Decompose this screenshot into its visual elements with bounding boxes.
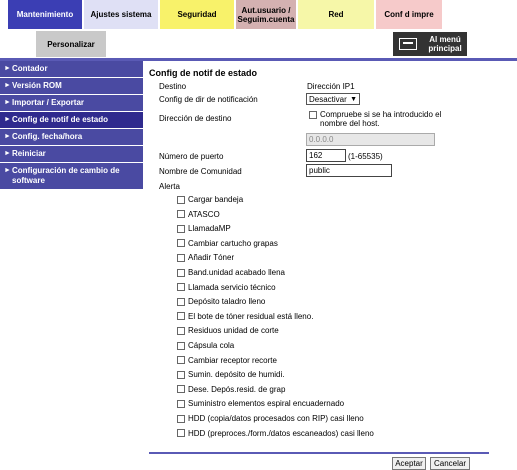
alert-item: [177, 195, 243, 204]
alert-item: [177, 429, 374, 438]
alert-item: [177, 224, 231, 233]
dir-dest-label: Dirección de destino: [159, 114, 232, 123]
alert-checkbox[interactable]: [177, 196, 185, 204]
arrow-right-icon: ►: [4, 99, 11, 106]
community-input[interactable]: public: [306, 164, 392, 177]
alert-checkbox[interactable]: [177, 254, 185, 262]
alert-item-label: Añadir Tóner: [188, 253, 235, 263]
tab-aut-usuario[interactable]: Aut.usuario / Seguim.cuenta: [236, 0, 296, 29]
footer-divider: [149, 452, 489, 454]
sidebar-item-label: Configuración de cambio de software: [12, 166, 120, 185]
arrow-right-icon: ►: [4, 150, 11, 157]
alert-checkbox[interactable]: [177, 210, 185, 218]
alert-checkbox[interactable]: [177, 283, 185, 291]
destino-value: Dirección IP1: [307, 82, 355, 91]
tab-personalizar[interactable]: Personalizar: [36, 31, 106, 57]
sidebar-item-importar-exportar[interactable]: [0, 95, 143, 112]
port-label: Número de puerto: [159, 152, 224, 161]
alert-item-label: El bote de tóner residual está lleno.: [188, 311, 314, 321]
alert-checkbox[interactable]: [177, 356, 185, 364]
alert-item: [177, 253, 234, 262]
alert-checkbox[interactable]: [177, 385, 185, 393]
alert-checkbox[interactable]: [177, 429, 185, 437]
alert-item: [177, 268, 285, 277]
alert-checkbox[interactable]: [177, 225, 185, 233]
alert-item-label: Llamada servicio técnico: [188, 282, 276, 292]
sidebar-item-label: Config de notif de estado: [12, 115, 108, 124]
alert-checkbox[interactable]: [177, 239, 185, 247]
top-tabs: [0, 0, 517, 29]
alert-label: Alerta: [159, 182, 180, 191]
sidebar-item-fecha-hora[interactable]: [0, 129, 143, 146]
alert-item: [177, 370, 285, 379]
alert-checkbox[interactable]: [177, 298, 185, 306]
page-title: Config de notif de estado: [149, 68, 257, 78]
sidebar-item-label: Contador: [12, 64, 48, 73]
sidebar-item-label: Config. fecha/hora: [12, 132, 83, 141]
alert-item: [177, 399, 344, 408]
dir-notif-select[interactable]: [306, 93, 360, 105]
ip-address-input[interactable]: 0.0.0.0: [306, 133, 435, 146]
home-icon: [399, 38, 417, 50]
arrow-right-icon: ►: [4, 133, 11, 140]
alert-item-label: Residuos unidad de corte: [188, 326, 279, 336]
alert-checkbox[interactable]: [177, 342, 185, 350]
alert-item-label: Cambiar receptor recorte: [188, 355, 277, 365]
alert-item: [177, 414, 364, 423]
alert-item-label: Suministro elementos espiral encuadernado: [188, 399, 345, 409]
tab-ajustes-sistema[interactable]: Ajustes sistema: [84, 0, 158, 29]
arrow-right-icon: ►: [4, 65, 11, 72]
dir-notif-label: Config de dir de notificación: [159, 95, 258, 104]
main-menu-label: Al menú principal: [428, 35, 462, 53]
alert-item: [177, 326, 279, 335]
alert-item-label: Cambiar cartucho grapas: [188, 238, 278, 248]
tab-red[interactable]: Red: [298, 0, 374, 29]
arrow-right-icon: ►: [4, 82, 11, 89]
alert-item-label: Cargar bandeja: [188, 195, 244, 204]
alert-item: [177, 239, 278, 248]
alert-item-label: HDD (copia/datos procesados con RIP) casi lleno: [188, 414, 364, 423]
alert-item-label: Band.unidad acabado llena: [188, 268, 285, 277]
alert-item: [177, 297, 265, 306]
alert-item-label: Dese. Depós.resid. de grap: [188, 384, 286, 394]
sidebar-item-label: Reiniciar: [12, 149, 46, 158]
alert-checkbox[interactable]: [177, 415, 185, 423]
sidebar-item-label: Importar / Exportar: [12, 98, 85, 107]
destino-label: Destino: [159, 82, 187, 91]
sidebar-item-config-notif[interactable]: [0, 112, 143, 129]
alert-item-label: LlamadaMP: [188, 224, 231, 234]
tab-conf-impre[interactable]: Conf d impre: [376, 0, 442, 29]
sidebar-item-reiniciar[interactable]: [0, 146, 143, 163]
alert-item: [177, 283, 276, 292]
cancel-button[interactable]: Cancelar: [430, 457, 470, 470]
arrow-right-icon: ►: [4, 167, 11, 174]
alert-item: [177, 210, 220, 219]
alert-item-label: HDD (preproces./form./datos escaneados) casi lleno: [188, 428, 374, 438]
sidebar-item-version-rom[interactable]: [0, 78, 143, 95]
alert-checkbox[interactable]: [177, 371, 185, 379]
sidebar-item-label: Versión ROM: [12, 81, 62, 90]
port-range: (1-65535): [348, 152, 383, 161]
alert-item: [177, 356, 277, 365]
check-host-row: [309, 110, 459, 128]
alert-checkbox[interactable]: [177, 327, 185, 335]
dir-notif-value: Desactivar: [309, 94, 347, 104]
sidebar: [0, 61, 143, 190]
alert-checkbox[interactable]: [177, 312, 185, 320]
alert-item-label: Depósito taladro lleno: [188, 297, 266, 307]
alert-item: [177, 385, 285, 394]
accept-button[interactable]: Aceptar: [392, 457, 426, 470]
tab-seguridad[interactable]: Seguridad: [160, 0, 234, 29]
alert-item: [177, 312, 313, 321]
alert-checkbox[interactable]: [177, 400, 185, 408]
arrow-right-icon: ►: [4, 116, 11, 123]
port-input[interactable]: 162: [306, 149, 346, 162]
alert-checkbox[interactable]: [177, 269, 185, 277]
chevron-down-icon: ▼: [350, 95, 357, 103]
community-label: Nombre de Comunidad: [159, 167, 242, 176]
check-host-label: Compruebe si se ha introducido el nombre del host.: [320, 110, 442, 128]
main-menu-button[interactable]: [393, 32, 467, 56]
tab-mantenimiento[interactable]: Mantenimiento: [8, 0, 82, 29]
sidebar-item-cambio-software[interactable]: [0, 163, 143, 190]
check-host-checkbox[interactable]: [309, 111, 317, 119]
alert-item-label: ATASCO: [188, 209, 220, 219]
sidebar-item-contador[interactable]: [0, 61, 143, 78]
alert-item-label: Sumin. depósito de humidi.: [188, 370, 285, 380]
alert-item: [177, 341, 234, 350]
alert-item-label: Cápsula cola: [188, 341, 235, 350]
